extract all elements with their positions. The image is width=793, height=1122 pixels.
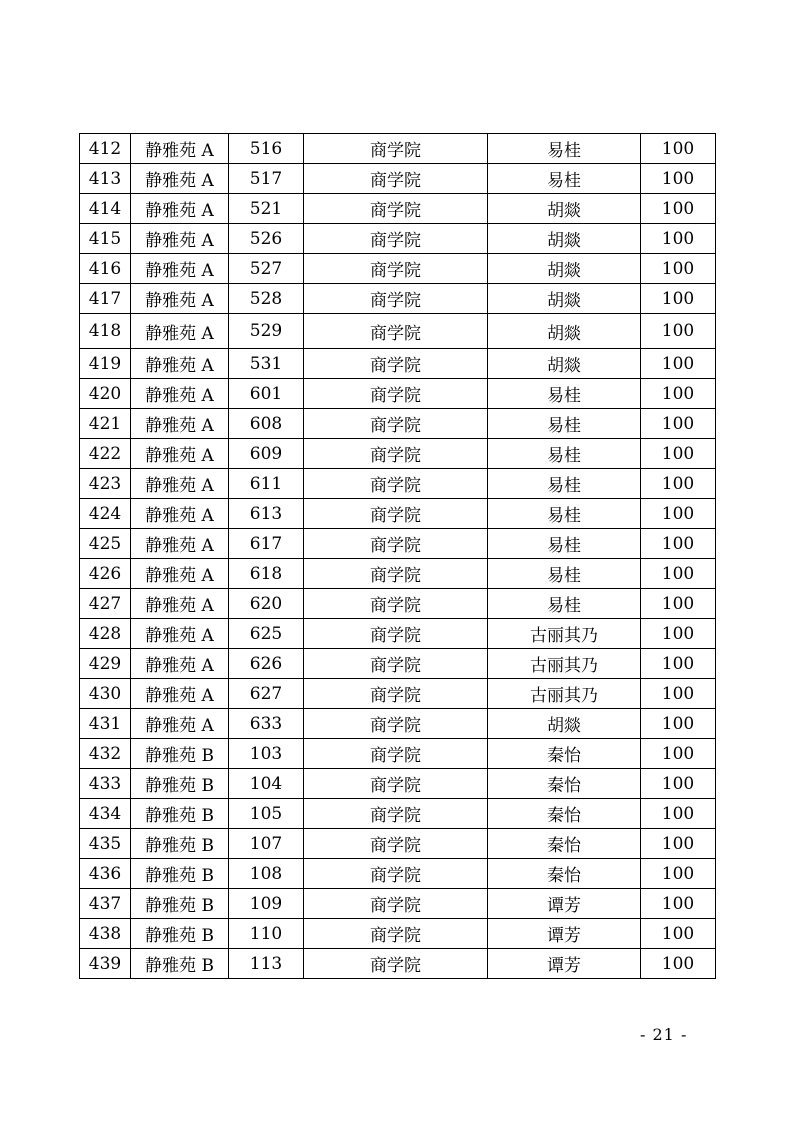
college-cell: 商学院	[304, 619, 488, 649]
room-cell: 601	[229, 379, 304, 409]
table-body	[80, 134, 716, 979]
building-cell: 静雅苑 A	[131, 649, 229, 679]
college-cell: 商学院	[304, 859, 488, 889]
row-index-cell: 431	[80, 709, 131, 739]
college-cell: 商学院	[304, 224, 488, 254]
building-cell: 静雅苑 B	[131, 949, 229, 979]
score-cell: 100	[641, 439, 716, 469]
building-cell: 静雅苑 A	[131, 254, 229, 284]
score-cell: 100	[641, 649, 716, 679]
room-cell: 105	[229, 799, 304, 829]
contact-cell: 易桂	[488, 529, 641, 559]
building-cell: 静雅苑 A	[131, 164, 229, 194]
table-row	[80, 134, 716, 164]
contact-cell: 秦怡	[488, 799, 641, 829]
row-index-cell: 412	[80, 134, 131, 164]
score-cell: 100	[641, 284, 716, 314]
room-cell: 527	[229, 254, 304, 284]
score-cell: 100	[641, 859, 716, 889]
contact-cell: 易桂	[488, 499, 641, 529]
room-cell: 108	[229, 859, 304, 889]
room-cell: 529	[229, 314, 304, 349]
row-index-cell: 428	[80, 619, 131, 649]
college-cell: 商学院	[304, 739, 488, 769]
room-cell: 608	[229, 409, 304, 439]
building-cell: 静雅苑 B	[131, 769, 229, 799]
college-cell: 商学院	[304, 769, 488, 799]
room-cell: 104	[229, 769, 304, 799]
college-cell: 商学院	[304, 499, 488, 529]
contact-cell: 易桂	[488, 589, 641, 619]
contact-cell: 胡燚	[488, 224, 641, 254]
contact-cell: 古丽其乃	[488, 679, 641, 709]
college-cell: 商学院	[304, 284, 488, 314]
contact-cell: 谭芳	[488, 949, 641, 979]
row-index-cell: 420	[80, 379, 131, 409]
room-cell: 110	[229, 919, 304, 949]
score-cell: 100	[641, 134, 716, 164]
college-cell: 商学院	[304, 589, 488, 619]
contact-cell: 胡燚	[488, 314, 641, 349]
contact-cell: 古丽其乃	[488, 619, 641, 649]
building-cell: 静雅苑 B	[131, 919, 229, 949]
college-cell: 商学院	[304, 194, 488, 224]
room-cell: 625	[229, 619, 304, 649]
room-cell: 113	[229, 949, 304, 979]
room-cell: 521	[229, 194, 304, 224]
row-index-cell: 419	[80, 349, 131, 379]
row-index-cell: 429	[80, 649, 131, 679]
contact-cell: 易桂	[488, 379, 641, 409]
building-cell: 静雅苑 B	[131, 829, 229, 859]
college-cell: 商学院	[304, 889, 488, 919]
row-index-cell: 414	[80, 194, 131, 224]
contact-cell: 易桂	[488, 559, 641, 589]
table-row	[80, 769, 716, 799]
table-row	[80, 739, 716, 769]
room-cell: 627	[229, 679, 304, 709]
table-row	[80, 829, 716, 859]
table-row	[80, 379, 716, 409]
table-row	[80, 469, 716, 499]
contact-cell: 胡燚	[488, 709, 641, 739]
row-index-cell: 422	[80, 439, 131, 469]
room-cell: 633	[229, 709, 304, 739]
table-row	[80, 709, 716, 739]
row-index-cell: 413	[80, 164, 131, 194]
contact-cell: 易桂	[488, 134, 641, 164]
score-cell: 100	[641, 829, 716, 859]
table-row	[80, 529, 716, 559]
room-cell: 103	[229, 739, 304, 769]
college-cell: 商学院	[304, 559, 488, 589]
college-cell: 商学院	[304, 469, 488, 499]
college-cell: 商学院	[304, 679, 488, 709]
score-cell: 100	[641, 919, 716, 949]
college-cell: 商学院	[304, 919, 488, 949]
score-cell: 100	[641, 254, 716, 284]
room-cell: 528	[229, 284, 304, 314]
row-index-cell: 434	[80, 799, 131, 829]
college-cell: 商学院	[304, 314, 488, 349]
room-cell: 611	[229, 469, 304, 499]
room-cell: 531	[229, 349, 304, 379]
contact-cell: 秦怡	[488, 829, 641, 859]
contact-cell: 易桂	[488, 469, 641, 499]
college-cell: 商学院	[304, 409, 488, 439]
room-cell: 613	[229, 499, 304, 529]
room-cell: 107	[229, 829, 304, 859]
row-index-cell: 416	[80, 254, 131, 284]
score-cell: 100	[641, 314, 716, 349]
row-index-cell: 435	[80, 829, 131, 859]
table-row	[80, 194, 716, 224]
building-cell: 静雅苑 A	[131, 409, 229, 439]
room-cell: 620	[229, 589, 304, 619]
building-cell: 静雅苑 A	[131, 439, 229, 469]
room-cell: 526	[229, 224, 304, 254]
table-row	[80, 799, 716, 829]
row-index-cell: 432	[80, 739, 131, 769]
building-cell: 静雅苑 A	[131, 619, 229, 649]
contact-cell: 胡燚	[488, 254, 641, 284]
building-cell: 静雅苑 A	[131, 224, 229, 254]
building-cell: 静雅苑 A	[131, 349, 229, 379]
score-cell: 100	[641, 194, 716, 224]
building-cell: 静雅苑 A	[131, 134, 229, 164]
score-cell: 100	[641, 679, 716, 709]
college-cell: 商学院	[304, 529, 488, 559]
contact-cell: 谭芳	[488, 889, 641, 919]
score-cell: 100	[641, 499, 716, 529]
contact-cell: 易桂	[488, 439, 641, 469]
building-cell: 静雅苑 B	[131, 889, 229, 919]
table-row	[80, 649, 716, 679]
row-index-cell: 433	[80, 769, 131, 799]
row-index-cell: 417	[80, 284, 131, 314]
building-cell: 静雅苑 A	[131, 194, 229, 224]
room-cell: 609	[229, 439, 304, 469]
score-cell: 100	[641, 949, 716, 979]
row-index-cell: 438	[80, 919, 131, 949]
score-cell: 100	[641, 224, 716, 254]
score-cell: 100	[641, 889, 716, 919]
building-cell: 静雅苑 B	[131, 799, 229, 829]
room-cell: 517	[229, 164, 304, 194]
score-cell: 100	[641, 529, 716, 559]
row-index-cell: 418	[80, 314, 131, 349]
college-cell: 商学院	[304, 649, 488, 679]
contact-cell: 易桂	[488, 409, 641, 439]
score-cell: 100	[641, 469, 716, 499]
college-cell: 商学院	[304, 134, 488, 164]
college-cell: 商学院	[304, 949, 488, 979]
table-row	[80, 409, 716, 439]
table-row	[80, 559, 716, 589]
score-cell: 100	[641, 769, 716, 799]
table-row	[80, 679, 716, 709]
table-row	[80, 889, 716, 919]
room-cell: 617	[229, 529, 304, 559]
college-cell: 商学院	[304, 709, 488, 739]
score-cell: 100	[641, 559, 716, 589]
score-cell: 100	[641, 589, 716, 619]
score-cell: 100	[641, 799, 716, 829]
room-cell: 109	[229, 889, 304, 919]
score-cell: 100	[641, 164, 716, 194]
building-cell: 静雅苑 A	[131, 559, 229, 589]
building-cell: 静雅苑 A	[131, 314, 229, 349]
contact-cell: 谭芳	[488, 919, 641, 949]
contact-cell: 易桂	[488, 164, 641, 194]
college-cell: 商学院	[304, 254, 488, 284]
score-cell: 100	[641, 409, 716, 439]
row-index-cell: 430	[80, 679, 131, 709]
building-cell: 静雅苑 A	[131, 589, 229, 619]
data-table	[79, 133, 716, 979]
row-index-cell: 436	[80, 859, 131, 889]
building-cell: 静雅苑 A	[131, 709, 229, 739]
table-row	[80, 949, 716, 979]
building-cell: 静雅苑 B	[131, 739, 229, 769]
contact-cell: 胡燚	[488, 349, 641, 379]
building-cell: 静雅苑 A	[131, 679, 229, 709]
row-index-cell: 421	[80, 409, 131, 439]
score-cell: 100	[641, 709, 716, 739]
college-cell: 商学院	[304, 799, 488, 829]
college-cell: 商学院	[304, 349, 488, 379]
table-row	[80, 919, 716, 949]
row-index-cell: 415	[80, 224, 131, 254]
row-index-cell: 427	[80, 589, 131, 619]
college-cell: 商学院	[304, 829, 488, 859]
building-cell: 静雅苑 A	[131, 284, 229, 314]
college-cell: 商学院	[304, 379, 488, 409]
contact-cell: 秦怡	[488, 859, 641, 889]
score-cell: 100	[641, 349, 716, 379]
contact-cell: 秦怡	[488, 769, 641, 799]
contact-cell: 古丽其乃	[488, 649, 641, 679]
row-index-cell: 425	[80, 529, 131, 559]
contact-cell: 秦怡	[488, 739, 641, 769]
score-cell: 100	[641, 379, 716, 409]
contact-cell: 胡燚	[488, 194, 641, 224]
row-index-cell: 439	[80, 949, 131, 979]
table-row	[80, 284, 716, 314]
building-cell: 静雅苑 A	[131, 379, 229, 409]
row-index-cell: 437	[80, 889, 131, 919]
score-cell: 100	[641, 619, 716, 649]
room-cell: 618	[229, 559, 304, 589]
table-row	[80, 224, 716, 254]
table-row	[80, 589, 716, 619]
score-cell: 100	[641, 739, 716, 769]
table-row	[80, 314, 716, 349]
table-row	[80, 499, 716, 529]
building-cell: 静雅苑 B	[131, 859, 229, 889]
building-cell: 静雅苑 A	[131, 469, 229, 499]
building-cell: 静雅苑 A	[131, 529, 229, 559]
college-cell: 商学院	[304, 439, 488, 469]
table-row	[80, 859, 716, 889]
building-cell: 静雅苑 A	[131, 499, 229, 529]
row-index-cell: 426	[80, 559, 131, 589]
table-row	[80, 254, 716, 284]
contact-cell: 胡燚	[488, 284, 641, 314]
table-row	[80, 439, 716, 469]
row-index-cell: 423	[80, 469, 131, 499]
table-row	[80, 349, 716, 379]
table-row	[80, 164, 716, 194]
table-row	[80, 619, 716, 649]
row-index-cell: 424	[80, 499, 131, 529]
college-cell: 商学院	[304, 164, 488, 194]
page-number: - 21 -	[640, 1025, 688, 1044]
room-cell: 626	[229, 649, 304, 679]
room-cell: 516	[229, 134, 304, 164]
